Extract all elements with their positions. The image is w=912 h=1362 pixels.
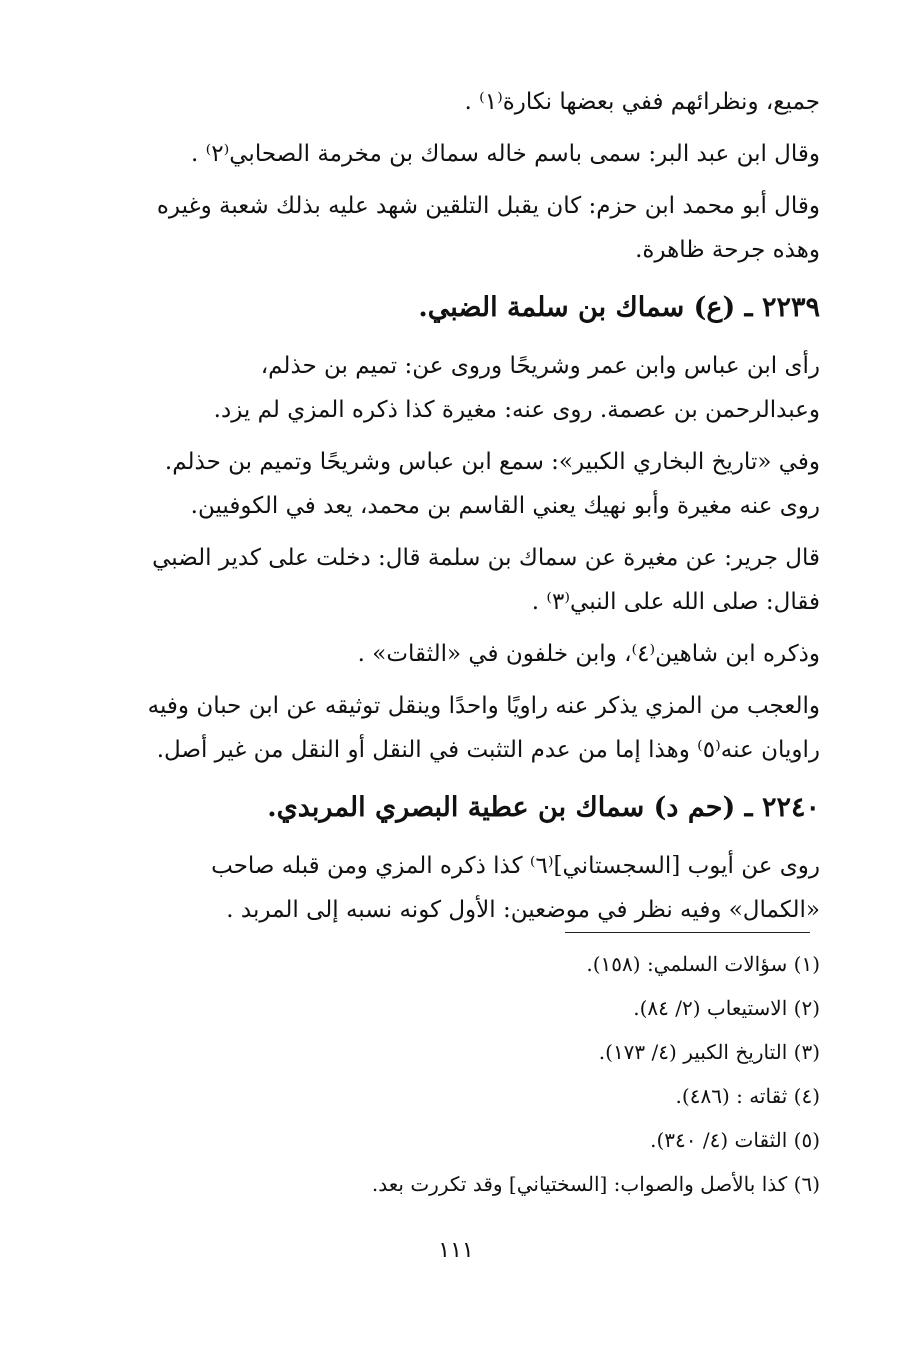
footnote-1: (١) سؤالات السلمي: (١٥٨). — [586, 952, 820, 976]
footnote-divider — [565, 932, 810, 933]
text-line: وعبدالرحمن بن عصمة. روى عنه: مغيرة كذا ذكره المزي لم يزد. — [213, 397, 820, 423]
text-line: راويان عنه⁽٥⁾ وهذا إما من عدم التثبت في النقل أو النقل من غير أصل. — [156, 737, 820, 763]
text-line: وهذه جرحة ظاهرة. — [635, 237, 820, 263]
page-body — [100, 80, 820, 940]
footnote-2: (٢) الاستيعاب (٢/ ٨٤). — [633, 996, 820, 1020]
text-line: وفي «تاريخ البخاري الكبير»: سمع ابن عباس وشريحًا وتميم بن حذلم. — [164, 449, 820, 475]
text-line: قال جرير: عن مغيرة عن سماك بن سلمة قال: دخلت على كدير الضبي — [152, 545, 820, 571]
text-line: «الكمال» وفيه نظر في موضعين: الأول كونه نسبه إلى المربد . — [226, 897, 820, 923]
paragraph-8 — [100, 684, 820, 772]
footnote-5: (٥) الثقات (٤/ ٣٤٠). — [650, 1128, 820, 1152]
footnote-6: (٦) كذا بالأصل والصواب: [السختياني] وقد تكررت بعد. — [371, 1172, 820, 1196]
paragraph-7 — [100, 632, 820, 676]
paragraph-9 — [100, 844, 820, 932]
page-number: ١١١ — [438, 1238, 474, 1263]
footnote-3: (٣) التاريخ الكبير (٤/ ١٧٣). — [598, 1040, 820, 1064]
paragraph-6 — [100, 536, 820, 624]
paragraph-1 — [100, 80, 820, 124]
text-line: روى عنه مغيرة وأبو نهيك يعني القاسم بن محمد، يعد في الكوفيين. — [190, 493, 820, 519]
entry-heading-2240: ٢٢٤٠ ـ (حم د) سماك بن عطية البصري المربدي. — [267, 792, 820, 823]
paragraph-2 — [100, 132, 820, 176]
paragraph-3 — [100, 184, 820, 272]
paragraph-4 — [100, 344, 820, 432]
text-line: جميع، ونظرائهم ففي بعضها نكارة⁽١⁾ . — [464, 89, 820, 115]
footnotes — [100, 942, 820, 1206]
entry-heading-2239: ٢٢٣٩ ـ (ع) سماك بن سلمة الضبي. — [418, 292, 820, 323]
footnote-4: (٤) ثقاته : (٤٨٦). — [675, 1084, 820, 1108]
text-line: فقال: صلى الله على النبي⁽٣⁾ . — [531, 589, 820, 615]
paragraph-5 — [100, 440, 820, 528]
text-line: وقال ابن عبد البر: سمى باسم خاله سماك بن مخرمة الصحابي⁽٢⁾ . — [190, 141, 820, 167]
text-line: روى عن أيوب [السجستاني]⁽٦⁾ كذا ذكره المزي ومن قبله صاحب — [211, 853, 820, 879]
text-line: والعجب من المزي يذكر عنه راويًا واحدًا وينقل توثيقه عن ابن حبان وفيه — [147, 693, 820, 719]
text-line: وقال أبو محمد ابن حزم: كان يقبل التلقين شهد عليه بذلك شعبة وغيره — [156, 193, 820, 219]
text-line: رأى ابن عباس وابن عمر وشريحًا وروى عن: تميم بن حذلم، — [260, 353, 820, 379]
text-line: وذكره ابن شاهين⁽٤⁾، وابن خلفون في «الثقات» . — [357, 641, 820, 667]
